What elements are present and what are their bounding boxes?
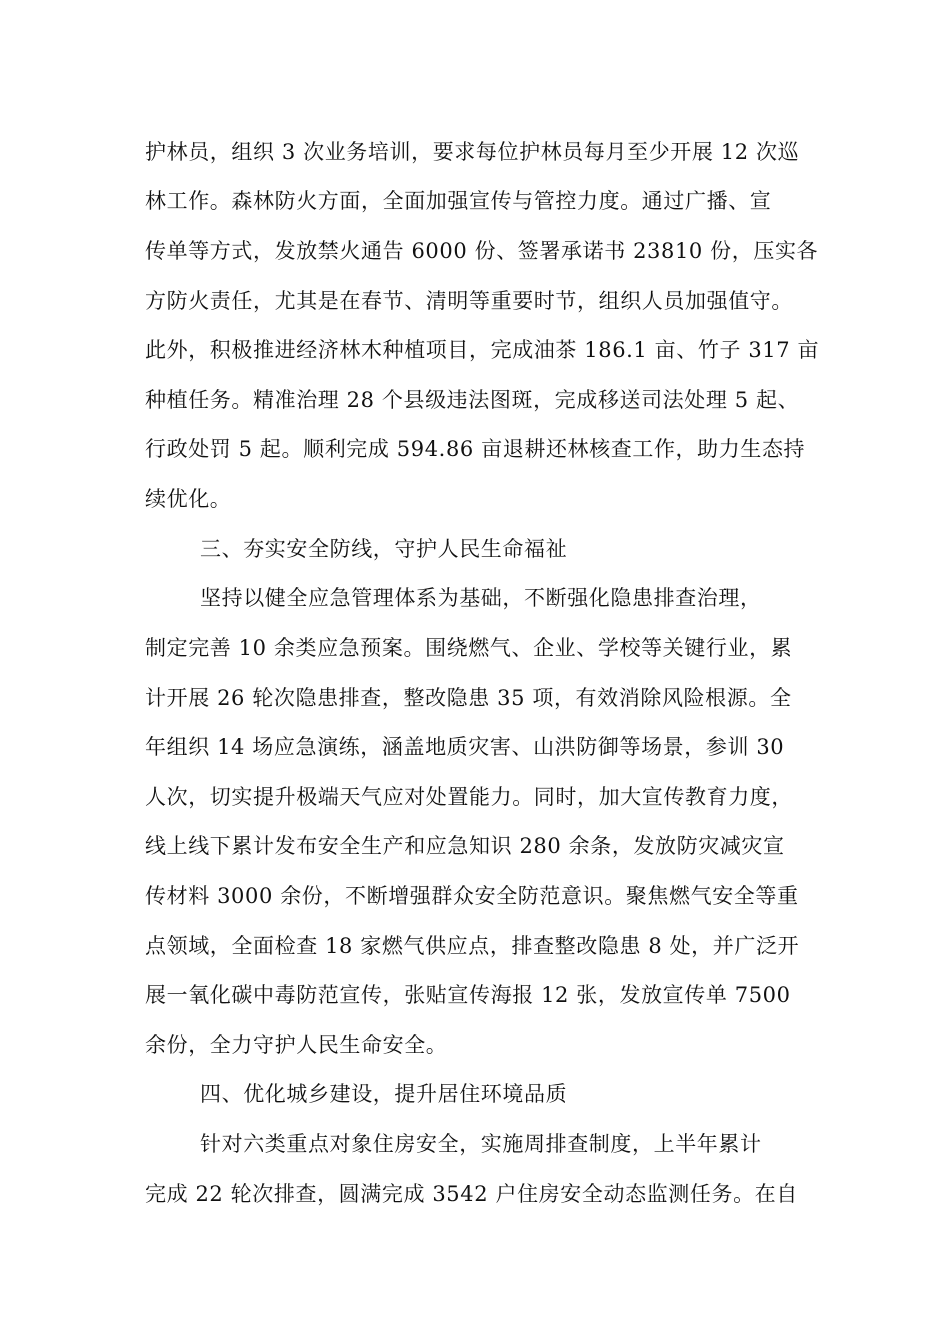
body-text-line: 续优化。 (145, 487, 232, 511)
body-text-line: 完成 22 轮次排查，圆满完成 3542 户住房安全动态监测任务。在自 (145, 1182, 798, 1206)
section-heading-housing: 四、优化城乡建设，提升居住环境品质 (200, 1082, 568, 1106)
section-heading-safety: 三、夯实安全防线，守护人民生命福祉 (200, 537, 568, 561)
body-text-line: 行政处罚 5 起。顺利完成 594.86 亩退耕还林核查工作，助力生态持 (145, 437, 806, 461)
body-text-line: 人次，切实提升极端天气应对处置能力。同时，加大宣传教育力度， (145, 785, 793, 809)
body-text-line: 护林员，组织 3 次业务培训，要求每位护林员每月至少开展 12 次巡 (145, 140, 800, 164)
body-text-line: 余份，全力守护人民生命安全。 (145, 1033, 448, 1057)
body-text-line: 林工作。森林防火方面，全面加强宣传与管控力度。通过广播、宣 (145, 189, 772, 213)
body-text-line: 种植任务。精准治理 28 个县级违法图斑，完成移送司法处理 5 起、 (145, 388, 800, 412)
body-text-line: 计开展 26 轮次隐患排查，整改隐患 35 项，有效消除风险根源。全 (145, 686, 792, 710)
body-text-line: 年组织 14 场应急演练，涵盖地质灾害、山洪防御等场景，参训 30 (145, 735, 785, 759)
body-text-line: 制定完善 10 余类应急预案。围绕燃气、企业、学校等关键行业，累 (145, 636, 793, 660)
body-text-line: 此外，积极推进经济林木种植项目，完成油茶 186.1 亩、竹子 317 亩 (145, 338, 820, 362)
body-text-line: 坚持以健全应急管理体系为基础，不断强化隐患排查治理， (200, 586, 762, 610)
body-text-line: 针对六类重点对象住房安全，实施周排查制度，上半年累计 (200, 1132, 762, 1156)
body-text-line: 展一氧化碳中毒防范宣传，张贴宣传海报 12 张，发放宣传单 7500 (145, 983, 791, 1007)
body-text-line: 传材料 3000 余份，不断增强群众安全防范意识。聚焦燃气安全等重 (145, 884, 799, 908)
body-text-line: 方防火责任，尤其是在春节、清明等重要时节，组织人员加强值守。 (145, 289, 793, 313)
body-text-line: 点领域，全面检查 18 家燃气供应点，排查整改隐患 8 处，并广泛开 (145, 934, 800, 958)
body-text-line: 线上线下累计发布安全生产和应急知识 280 余条，发放防灾减灾宣 (145, 834, 785, 858)
body-text-line: 传单等方式，发放禁火通告 6000 份、签署承诺书 23810 份，压实各 (145, 239, 819, 263)
